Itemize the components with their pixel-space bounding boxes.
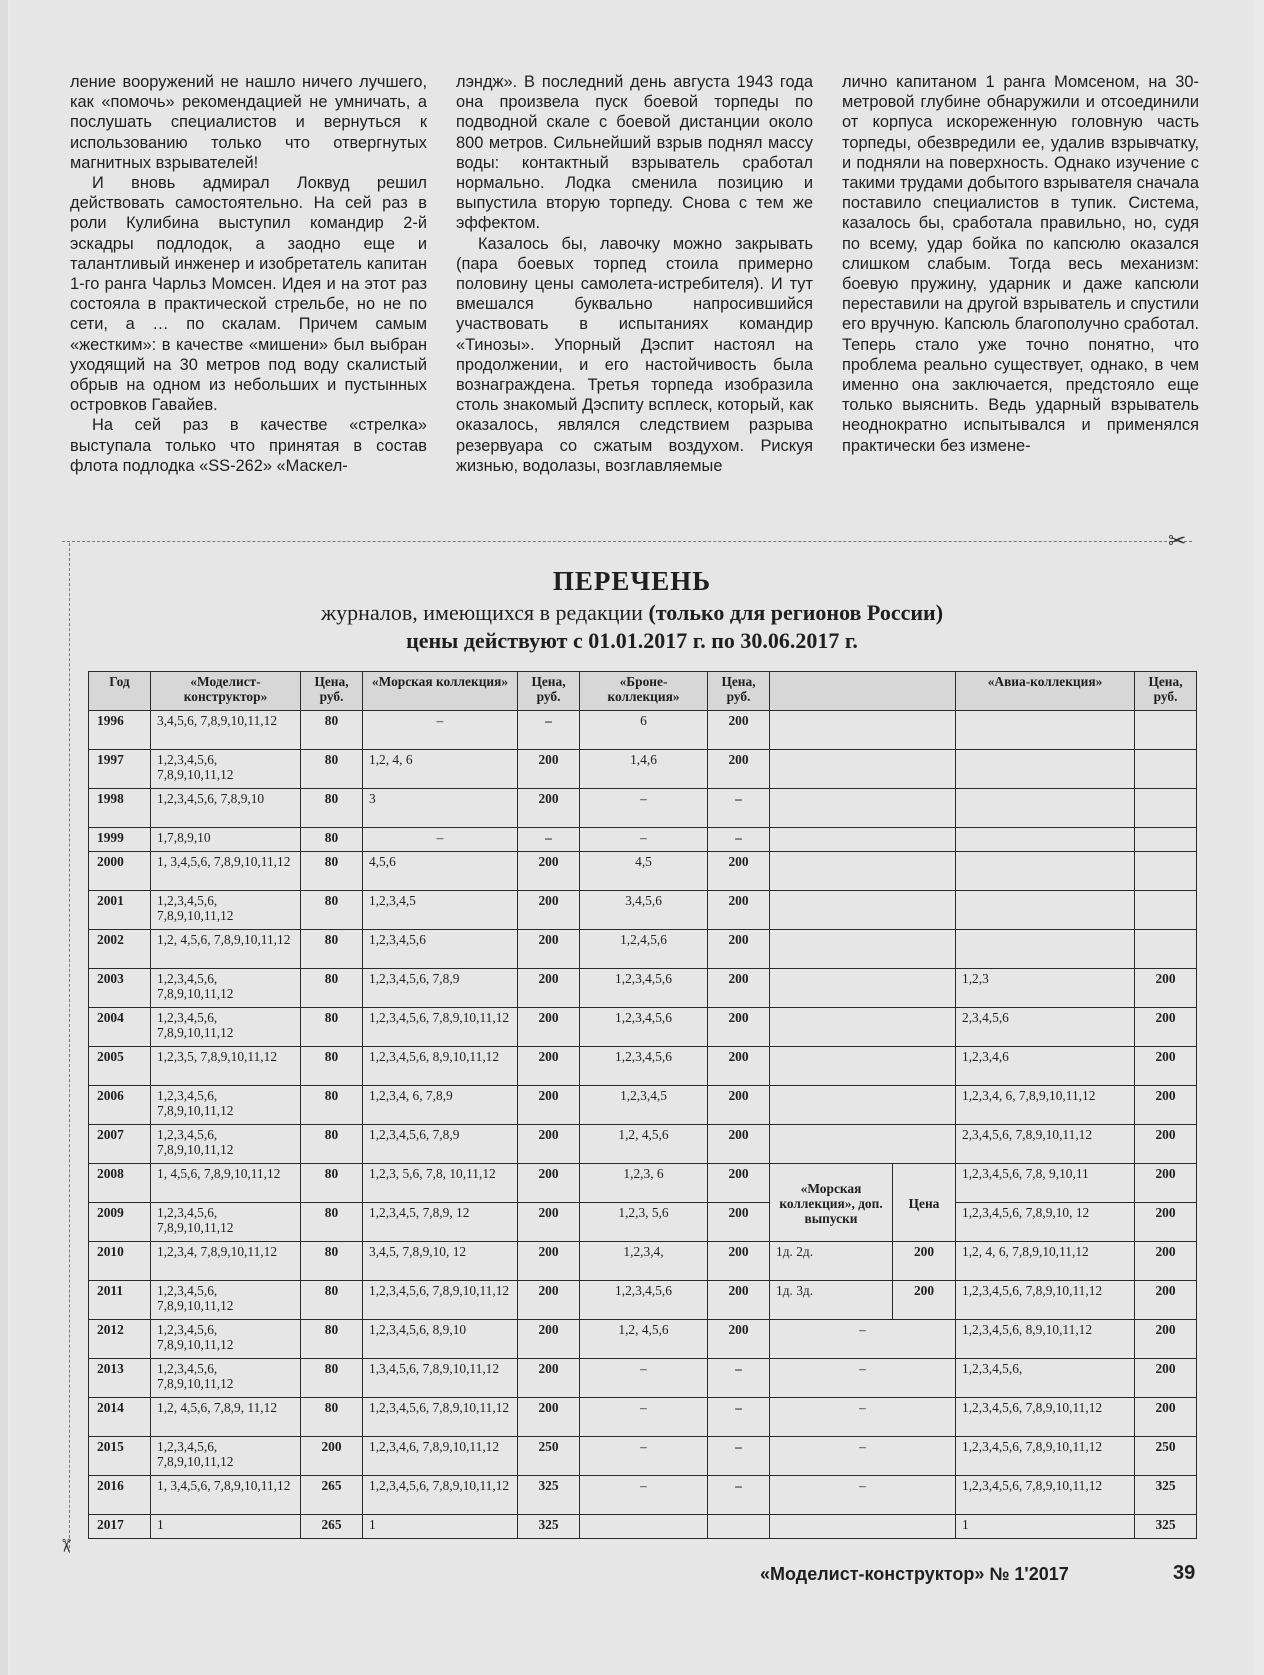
mk-issues-cell: 1,2,3,4, 7,8,9,10,11,12 [151,1242,301,1281]
avia-issues-cell: 1,2,3,4,5,6, 7,8,9,10,11,12 [956,1281,1135,1320]
avia-issues-cell: 1,2,3,4,5,6, 7,8, 9,10,11 [956,1164,1135,1203]
bron-issues-cell: 1,2,3, 6 [580,1164,708,1203]
bron-price-cell: – [708,828,770,852]
year-cell: 2012 [89,1320,151,1359]
mor-issues-cell: 1,2,3,4,5 [363,891,518,930]
avia-issues-cell: 1,2,3,4, 6, 7,8,9,10,11,12 [956,1086,1135,1125]
special-issues-header: «Морская коллекция», доп. выпуски [770,1164,893,1242]
bron-issues-cell: 1,2, 4,5,6 [580,1320,708,1359]
bron-issues-cell: 1,2,4,5,6 [580,930,708,969]
avia-issues-cell: 1,2,3,4,5,6, 7,8,9,10,11,12 [956,1476,1135,1515]
bron-price-cell: 200 [708,1008,770,1047]
table-row [89,1476,1197,1515]
mor-issues-cell: 1,2,3,4,5, 7,8,9, 12 [363,1203,518,1242]
year-cell: 1998 [89,789,151,828]
special-price-header: Цена [893,1164,956,1242]
year-cell: 2009 [89,1203,151,1242]
mk-issues-cell: 1,7,8,9,10 [151,828,301,852]
avia-price-cell: 250 [1135,1437,1197,1476]
bron-price-cell: – [708,1476,770,1515]
table-row [89,1125,1197,1164]
special-blank-cell: – [770,1359,956,1398]
mk-issues-cell: 1, 4,5,6, 7,8,9,10,11,12 [151,1164,301,1203]
mor-price-cell: 200 [518,1125,580,1164]
mor-price-cell: 200 [518,1398,580,1437]
bron-issues-cell: – [580,1476,708,1515]
avia-issues-cell: 2,3,4,5,6 [956,1008,1135,1047]
mk-issues-cell: 1,2,3,4,5,6, 7,8,9,10,11,12 [151,969,301,1008]
mor-price-cell: 200 [518,852,580,891]
mk-issues-cell: 1,2,3,4,5,6, 7,8,9,10,11,12 [151,1437,301,1476]
bron-price-cell: 200 [708,1164,770,1203]
bron-price-cell: 200 [708,852,770,891]
mk-price-cell: 80 [301,1008,363,1047]
table-row [89,711,1197,750]
year-cell: 2007 [89,1125,151,1164]
table-header-row [89,672,1197,711]
special-issue-cell: 1д. 3д. [770,1281,893,1320]
bron-issues-cell: – [580,1437,708,1476]
mor-price-cell: 200 [518,1281,580,1320]
bron-price-cell [708,1515,770,1539]
mk-issues-cell: 1,2, 4,5,6, 7,8,9,10,11,12 [151,930,301,969]
article-column-1 [70,72,427,476]
special-blank-cell: – [770,1320,956,1359]
year-cell: 2017 [89,1515,151,1539]
bron-price-cell: 200 [708,1242,770,1281]
bron-issues-cell: 1,2, 4,5,6 [580,1125,708,1164]
mk-issues-cell: 1,2, 4,5,6, 7,8,9, 11,12 [151,1398,301,1437]
year-cell: 2002 [89,930,151,969]
page-number: 39 [1173,1562,1196,1584]
avia-price-cell: 200 [1135,1047,1197,1086]
table-row [89,1047,1197,1086]
mk-price-cell: 80 [301,1320,363,1359]
special-blank-cell [770,930,956,969]
avia-issues-cell [956,930,1135,969]
mor-price-cell: 200 [518,1086,580,1125]
scissors-icon: ✂ [1168,528,1187,553]
paragraph: Казалось бы, лавочку можно закрывать (пара боевых торпед стоила примерно половину цены самолета-истребителя). И тут вмешался буквально напросившийся участвовать в испытаниях командир «Тинозы». Упорный Дэспит настоял на продолжении, и его настойчивость была вознаграждена. Третья торпеда изобразила столь знакомый Дэспиту всплеск, который, как оказалось, являлся следствием разрыва резервуара со сжатым воздухом. Рискуя жизнью, водолазы, возглавляемые [456,234,813,475]
avia-issues-cell: 1,2,3,4,5,6, 8,9,10,11,12 [956,1320,1135,1359]
mor-issues-cell: 1,2,3,4, 6, 7,8,9 [363,1086,518,1125]
year-cell: 2005 [89,1047,151,1086]
special-blank-cell [770,1515,956,1539]
list-subtitle: журналов, имеющихся в редакции (только для регионов России) [320,600,944,625]
avia-price-cell: 200 [1135,1164,1197,1203]
mor-issues-cell: 3 [363,789,518,828]
table-row [89,1008,1197,1047]
mor-issues-cell: 1,2,3,4,5,6, 7,8,9,10,11,12 [363,1398,518,1437]
mor-issues-cell: 1,2,3,4,5,6, 7,8,9 [363,969,518,1008]
mor-issues-cell: 1 [363,1515,518,1539]
table-row [89,1242,1197,1281]
table-row [89,969,1197,1008]
paragraph: ление вооружений не нашло ничего лучшего, как «помочь» рекомендацией не умничать, а послушать специалистов и вернуться к использованию только что отвергнутых магнитных взрывателей! [70,73,427,172]
col-mk: «Моделист-конструктор» [151,672,301,711]
special-price-cell: 200 [893,1242,956,1281]
paragraph: И вновь адмирал Локвуд решил действовать самостоятельно. На сей раз в роли Кулибина выступил командир 2-й эскадры подлодок, а заодно еще и талантливый инженер и изобретатель капитан 1-го ранга Чарльз Момсен. Идея и на этот раз состояла в практической стрельбе, но не по сети, а … по скалам. Причем самым «жестким»: в качестве «мишени» был выбран уходящий на 30 метров под воду скалистый обрыв на одном из небольших и пустынных островков Гавайев. [70,174,427,415]
mk-price-cell: 80 [301,1281,363,1320]
mk-price-cell: 80 [301,930,363,969]
mor-price-cell: 200 [518,930,580,969]
table-row [89,1164,1197,1203]
mor-price-cell: 200 [518,969,580,1008]
special-blank-cell [770,1125,956,1164]
mk-price-cell: 80 [301,750,363,789]
table-row [89,1320,1197,1359]
bron-issues-cell: 1,2,3,4,5 [580,1086,708,1125]
mk-issues-cell: 1,2,3,4,5,6, 7,8,9,10,11,12 [151,1203,301,1242]
year-cell: 2010 [89,1242,151,1281]
bron-issues-cell: 1,4,6 [580,750,708,789]
bron-issues-cell: – [580,828,708,852]
avia-price-cell [1135,852,1197,891]
avia-issues-cell: 1,2,3,4,5,6, [956,1359,1135,1398]
bron-issues-cell: 1,2,3,4,5,6 [580,1008,708,1047]
paragraph: На сей раз в качестве «стрелка» выступала только что принятая в состав флота подлодка «SS-262» «Маскел- [70,416,427,475]
mk-issues-cell: 1,2,3,4,5,6, 7,8,9,10,11,12 [151,891,301,930]
mk-price-cell: 80 [301,789,363,828]
avia-price-cell [1135,828,1197,852]
mor-issues-cell: 1,2,3,4,5,6, 7,8,9 [363,1125,518,1164]
mk-issues-cell: 1,2,3,4,5,6, 7,8,9,10,11,12 [151,1125,301,1164]
table-row [89,1437,1197,1476]
year-cell: 2013 [89,1359,151,1398]
bron-price-cell: – [708,1437,770,1476]
col-avia-price: Цена, руб. [1135,672,1197,711]
bron-price-cell: 200 [708,891,770,930]
mor-issues-cell: 1,2,3,4,5,6, 7,8,9,10,11,12 [363,1008,518,1047]
mk-price-cell: 80 [301,1086,363,1125]
bron-issues-cell: 1,2,3,4, [580,1242,708,1281]
bron-price-cell: 200 [708,1086,770,1125]
bron-price-cell: – [708,1398,770,1437]
mk-issues-cell: 1,2,3,4,5,6, 7,8,9,10,11,12 [151,1008,301,1047]
special-blank-cell [770,828,956,852]
mor-price-cell: 200 [518,1008,580,1047]
paragraph: лично капитаном 1 ранга Момсеном, на 30-метровой глубине обнаружили и отсоединили от корпуса искореженную головную часть торпеды, обезвредили ее, удалив взрывчатку, и подняли на поверхность. Однако изучение с такими трудами добытого взрывателя сначала поставило специалистов в тупик. Система, казалось бы, сработала правильно, но, судя по всему, удар бойка по капсюлю оказался слишком слабым. Тогда весь механизм: боевую пружину, ударник и даже капсюли переставили на другой взрыватель и спустили его вручную. Капсюль благополучно сработал. Теперь стало уже точно понятно, что проблема реально существует, однако, в чем именно она заключается, предстояло еще только выяснить. Ведь ударный взрыватель неоднократно испытывался и применялся практически без измене- [842,73,1199,455]
bron-price-cell: 200 [708,1203,770,1242]
article-column-3 [842,72,1199,456]
mk-price-cell: 80 [301,1398,363,1437]
mor-issues-cell: 1,2,3,4,6, 7,8,9,10,11,12 [363,1437,518,1476]
table-row [89,1281,1197,1320]
bron-issues-cell: – [580,1398,708,1437]
mor-price-cell: 200 [518,789,580,828]
bron-price-cell: – [708,1359,770,1398]
bron-price-cell: – [708,789,770,828]
list-title: ПЕРЕЧЕНЬ [552,566,712,596]
avia-issues-cell: 1,2,3 [956,969,1135,1008]
mor-issues-cell: 1,2,3,4,5,6, 8,9,10,11,12 [363,1047,518,1086]
mk-price-cell: 80 [301,1125,363,1164]
mk-price-cell: 80 [301,969,363,1008]
special-blank-cell [770,969,956,1008]
year-cell: 2003 [89,969,151,1008]
mor-price-cell: – [518,711,580,750]
year-cell: 2004 [89,1008,151,1047]
year-cell: 2006 [89,1086,151,1125]
table-row [89,750,1197,789]
avia-issues-cell [956,711,1135,750]
col-avia: «Авиа-коллекция» [956,672,1135,711]
bron-price-cell: 200 [708,750,770,789]
table-row [89,828,1197,852]
bron-issues-cell: 4,5 [580,852,708,891]
cut-line [62,541,1192,542]
avia-issues-cell: 1,2, 4, 6, 7,8,9,10,11,12 [956,1242,1135,1281]
mk-price-cell: 80 [301,1359,363,1398]
price-validity-note: цены действуют с 01.01.2017 г. по 30.06.2017 г. [406,628,858,653]
col-bron: «Броне-коллекция» [580,672,708,711]
mk-issues-cell: 1, 3,4,5,6, 7,8,9,10,11,12 [151,852,301,891]
table-row [89,1086,1197,1125]
table-row [89,789,1197,828]
special-blank-cell [770,852,956,891]
avia-issues-cell: 1,2,3,4,6 [956,1047,1135,1086]
mor-price-cell: 200 [518,750,580,789]
year-cell: 2008 [89,1164,151,1203]
year-cell: 2001 [89,891,151,930]
mk-price-cell: 80 [301,1164,363,1203]
special-blank-cell: – [770,1476,956,1515]
avia-price-cell [1135,891,1197,930]
col-year: Год [89,672,151,711]
avia-price-cell: 200 [1135,1281,1197,1320]
avia-price-cell [1135,789,1197,828]
mor-issues-cell: 1,3,4,5,6, 7,8,9,10,11,12 [363,1359,518,1398]
avia-issues-cell [956,891,1135,930]
mor-price-cell: 200 [518,1320,580,1359]
year-cell: 1996 [89,711,151,750]
avia-issues-cell [956,789,1135,828]
col-mk-price: Цена, руб. [301,672,363,711]
bron-issues-cell: 3,4,5,6 [580,891,708,930]
mor-issues-cell: – [363,828,518,852]
avia-price-cell: 325 [1135,1476,1197,1515]
table-row [89,852,1197,891]
col-mor: «Морская коллекция» [363,672,518,711]
special-blank-cell: – [770,1437,956,1476]
table-row [89,891,1197,930]
special-blank-cell [770,750,956,789]
special-blank-cell [770,789,956,828]
table-row [89,1515,1197,1539]
bron-price-cell: 200 [708,1281,770,1320]
bron-issues-cell: 1,2,3,4,5,6 [580,1281,708,1320]
special-blank-cell [770,891,956,930]
bron-issues-cell [580,1515,708,1539]
mk-issues-cell: 1,2,3,4,5,6, 7,8,9,10,11,12 [151,1281,301,1320]
mk-price-cell: 80 [301,891,363,930]
special-price-cell: 200 [893,1281,956,1320]
bron-issues-cell: 1,2,3,4,5,6 [580,969,708,1008]
bron-issues-cell: 1,2,3, 5,6 [580,1203,708,1242]
avia-issues-cell: 1,2,3,4,5,6, 7,8,9,10, 12 [956,1203,1135,1242]
paragraph: лэндж». В последний день августа 1943 года она произвела пуск боевой торпеды по подводной скале с боевой дистанции около 800 метров. Сильнейший взрыв поднял массу воды: контактный взрыватель сработал нормально. Лодка сменила позицию и выпустила вторую торпеду. Снова с тем же эффектом. [456,73,813,233]
table-row [89,930,1197,969]
year-cell: 2015 [89,1437,151,1476]
mk-price-cell: 80 [301,1242,363,1281]
mor-price-cell: 200 [518,1047,580,1086]
mor-issues-cell: 1,2,3,4,5,6 [363,930,518,969]
mor-price-cell: 325 [518,1515,580,1539]
avia-price-cell: 325 [1135,1515,1197,1539]
mor-issues-cell: 4,5,6 [363,852,518,891]
scissors-icon: ✂ [56,1537,77,1554]
mk-issues-cell: 1,2,3,4,5,6, 7,8,9,10,11,12 [151,1086,301,1125]
mk-issues-cell: 1,2,3,4,5,6, 7,8,9,10,11,12 [151,750,301,789]
bron-issues-cell: – [580,789,708,828]
mor-issues-cell: 1,2,3,4,5,6, 8,9,10 [363,1320,518,1359]
bron-price-cell: 200 [708,930,770,969]
avia-issues-cell: 1,2,3,4,5,6, 7,8,9,10,11,12 [956,1437,1135,1476]
avia-issues-cell: 1,2,3,4,5,6, 7,8,9,10,11,12 [956,1398,1135,1437]
avia-price-cell: 200 [1135,1320,1197,1359]
avia-issues-cell [956,852,1135,891]
mor-price-cell: 200 [518,891,580,930]
year-cell: 2011 [89,1281,151,1320]
special-blank-cell [770,1008,956,1047]
mor-price-cell: 200 [518,1359,580,1398]
mk-price-cell: 80 [301,852,363,891]
avia-price-cell [1135,750,1197,789]
mk-issues-cell: 1 [151,1515,301,1539]
special-blank-cell [770,711,956,750]
year-cell: 2014 [89,1398,151,1437]
bron-issues-cell: 6 [580,711,708,750]
year-cell: 2016 [89,1476,151,1515]
mk-issues-cell: 1,2,3,4,5,6, 7,8,9,10 [151,789,301,828]
avia-price-cell: 200 [1135,1242,1197,1281]
mk-price-cell: 80 [301,1203,363,1242]
bron-price-cell: 200 [708,969,770,1008]
mor-price-cell: 200 [518,1203,580,1242]
mk-issues-cell: 1, 3,4,5,6, 7,8,9,10,11,12 [151,1476,301,1515]
mor-issues-cell: 1,2,3, 5,6, 7,8, 10,11,12 [363,1164,518,1203]
mk-price-cell: 80 [301,711,363,750]
table-row [89,1203,1197,1242]
mor-price-cell: 200 [518,1164,580,1203]
bron-price-cell: 200 [708,1320,770,1359]
avia-price-cell [1135,930,1197,969]
mk-issues-cell: 3,4,5,6, 7,8,9,10,11,12 [151,711,301,750]
mk-price-cell: 265 [301,1476,363,1515]
avia-price-cell: 200 [1135,1086,1197,1125]
year-cell: 2000 [89,852,151,891]
avia-price-cell [1135,711,1197,750]
article-text [70,72,1200,532]
mk-price-cell: 200 [301,1437,363,1476]
mor-price-cell: – [518,828,580,852]
year-cell: 1997 [89,750,151,789]
bron-price-cell: 200 [708,711,770,750]
col-mor-price: Цена, руб. [518,672,580,711]
mk-price-cell: 80 [301,828,363,852]
mk-price-cell: 80 [301,1047,363,1086]
cut-line-vertical [69,543,70,1553]
avia-price-cell: 200 [1135,1008,1197,1047]
avia-issues-cell: 2,3,4,5,6, 7,8,9,10,11,12 [956,1125,1135,1164]
mor-issues-cell: 1,2,3,4,5,6, 7,8,9,10,11,12 [363,1281,518,1320]
avia-issues-cell: 1 [956,1515,1135,1539]
mor-issues-cell: 3,4,5, 7,8,9,10, 12 [363,1242,518,1281]
mor-issues-cell: – [363,711,518,750]
special-blank-cell [770,1047,956,1086]
mor-issues-cell: 1,2,3,4,5,6, 7,8,9,10,11,12 [363,1476,518,1515]
mor-issues-cell: 1,2, 4, 6 [363,750,518,789]
mk-issues-cell: 1,2,3,4,5,6, 7,8,9,10,11,12 [151,1320,301,1359]
bron-price-cell: 200 [708,1125,770,1164]
avia-issues-cell [956,828,1135,852]
bron-price-cell: 200 [708,1047,770,1086]
special-blank-cell: – [770,1398,956,1437]
mk-issues-cell: 1,2,3,5, 7,8,9,10,11,12 [151,1047,301,1086]
avia-price-cell: 200 [1135,1359,1197,1398]
bron-issues-cell: – [580,1359,708,1398]
mor-price-cell: 325 [518,1476,580,1515]
mor-price-cell: 200 [518,1242,580,1281]
col-bron-price: Цена, руб. [708,672,770,711]
table-row [89,1398,1197,1437]
article-column-2 [456,72,813,476]
mk-price-cell: 265 [301,1515,363,1539]
mor-price-cell: 250 [518,1437,580,1476]
avia-price-cell: 200 [1135,969,1197,1008]
col-blank [770,672,956,711]
avia-price-cell: 200 [1135,1125,1197,1164]
special-issue-cell: 1д. 2д. [770,1242,893,1281]
page-edge [0,0,8,1675]
year-cell: 1999 [89,828,151,852]
footer-magazine-title: «Моделист-конструктор» № 1'2017 [760,1564,1069,1584]
special-blank-cell [770,1086,956,1125]
mk-issues-cell: 1,2,3,4,5,6, 7,8,9,10,11,12 [151,1359,301,1398]
journals-price-table [88,671,1197,1539]
avia-price-cell: 200 [1135,1398,1197,1437]
avia-issues-cell [956,750,1135,789]
bron-issues-cell: 1,2,3,4,5,6 [580,1047,708,1086]
table-row [89,1359,1197,1398]
avia-price-cell: 200 [1135,1203,1197,1242]
